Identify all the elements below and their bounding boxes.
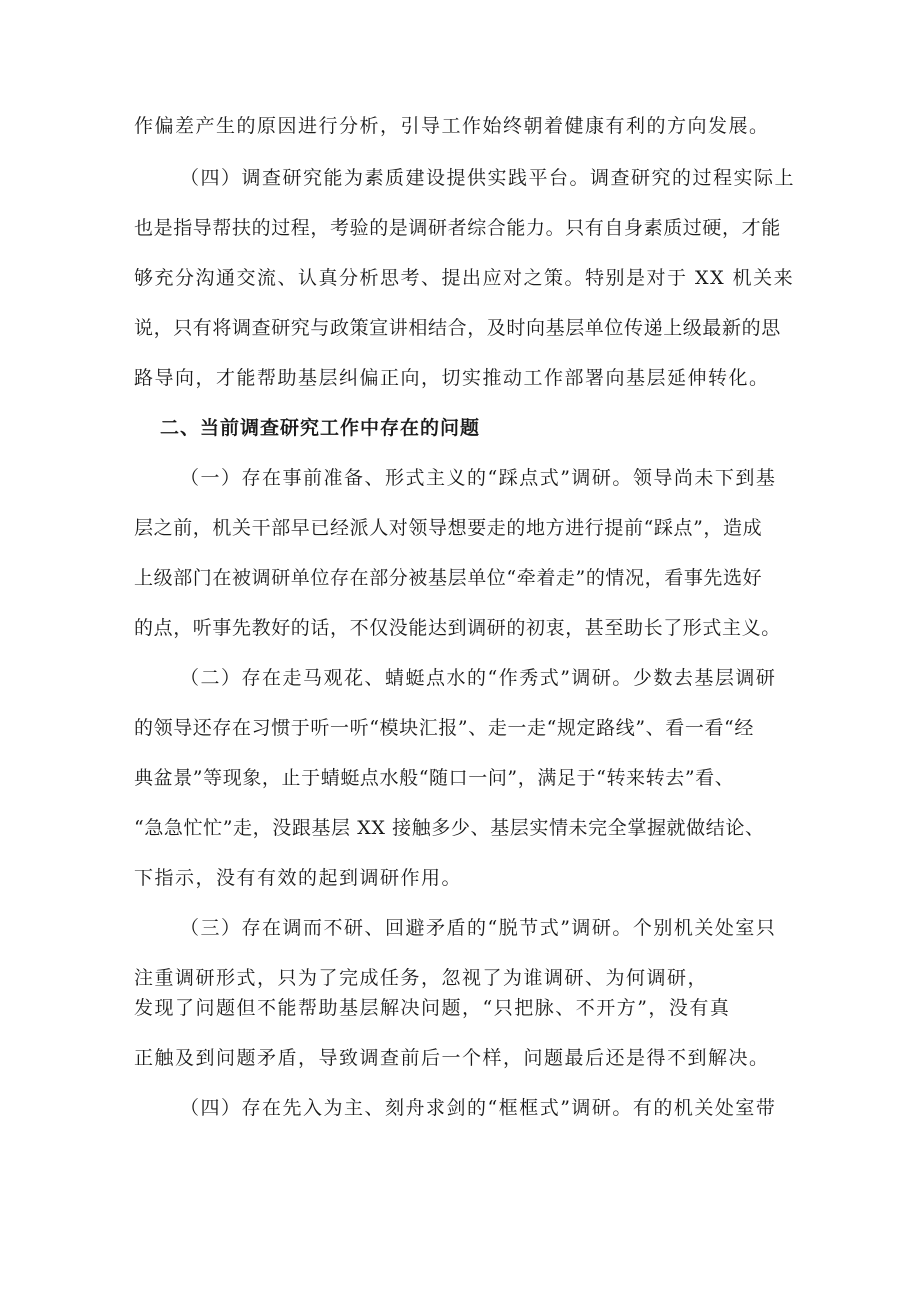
paragraph-line: 够充分沟通交流、认真分析思考、提出应对之策。特别是对于 XX 机关来	[134, 267, 795, 289]
paragraph-line: 发现了问题但不能帮助基层解决问题，“只把脉、不开方”，没有真	[134, 997, 731, 1019]
paragraph-line: 注重调研形式，只为了完成任务，忽视了为谁调研、为何调研，	[134, 967, 709, 989]
paragraph-line: 的领导还存在习惯于听一听“模块汇报”、走一走“规定路线”、看一看“经	[134, 717, 754, 739]
paragraph-line: 上级部门在被调研单位存在部分被基层单位“牵着走”的情况，看事先选好	[134, 567, 763, 589]
paragraph-line: （二）存在走马观花、蜻蜓点水的“作秀式”调研。少数去基层调研	[180, 667, 777, 689]
paragraph-line: 路导向，才能帮助基层纠偏正向，切实推动工作部署向基层延伸转化。	[134, 367, 770, 389]
section-heading: 二、当前调查研究工作中存在的问题	[160, 417, 481, 439]
paragraph-line: （四）调查研究能为素质建设提供实践平台。调查研究的过程实际上	[180, 167, 796, 189]
paragraph-line: 的点，听事先教好的话，不仅没能达到调研的初衷，甚至助长了形式主义。	[134, 617, 781, 639]
paragraph-line: （一）存在事前准备、形式主义的“踩点式”调研。领导尚未下到基	[180, 467, 777, 489]
paragraph-line: 典盆景”等现象，止于蜻蜓点水般“随口一问”，满足于“转来转去”看、	[134, 767, 735, 789]
paragraph-line: “急急忙忙”走，没跟基层 XX 接触多少、基层实情未完全掌握就做结论、	[134, 817, 765, 839]
paragraph-line: （三）存在调而不研、回避矛盾的“脱节式”调研。个别机关处室只	[180, 917, 777, 939]
paragraph-line: 说，只有将调查研究与政策宣讲相结合，及时向基层单位传递上级最新的思	[134, 317, 781, 339]
paragraph-line: 下指示，没有有效的起到调研作用。	[134, 867, 463, 889]
paragraph-line: 正触及到问题矛盾，导致调查前后一个样，问题最后还是得不到解决。	[134, 1047, 770, 1069]
paragraph-line: 作偏差产生的原因进行分析，引导工作始终朝着健康有利的方向发展。	[134, 115, 770, 137]
paragraph-line: 层之前，机关干部早已经派人对领导想要走的地方进行提前“踩点”，造成	[134, 517, 763, 539]
paragraph-line: （四）存在先入为主、刻舟求剑的“框框式”调研。有的机关处室带	[180, 1097, 777, 1119]
paragraph-line: 也是指导帮扶的过程，考验的是调研者综合能力。只有自身素质过硬，才能	[134, 217, 781, 239]
